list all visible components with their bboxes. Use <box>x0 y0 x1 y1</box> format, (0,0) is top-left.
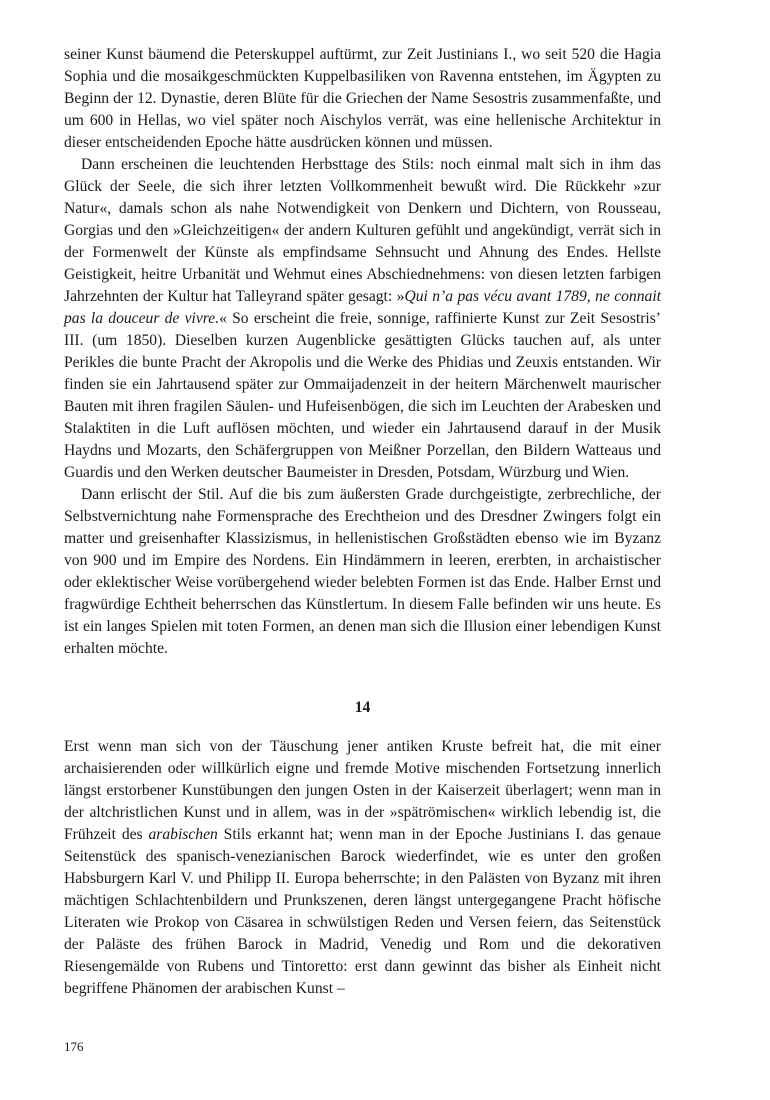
paragraph-2-text-a: Dann erscheinen die leuchtenden Herbsttage des Stils: noch einmal malt sich in ihm das Glück der Seele, die sich ihrer letzten Vollkommenheit bewußt wird. Die Rückkehr »zur Natur«, damals schon als nahe Notwendigkeit von Denkern und Dichtern, von Rousseau, Gorgias und den »Gleichzeitigen« der andern Kulturen gefühlt und angekündigt, verrät sich in der Formenwelt der Künste als empfindsame Sehnsucht und Ahnung des Endes. Hellste Geistigkeit, heitre Urbanität und Wehmut eines Abschiednehmens: von diesen letzten farbigen Jahrzehnten der Kultur hat Talleyrand später gesagt: » <box>64 156 661 305</box>
book-page <box>64 44 661 1000</box>
paragraph-1 <box>64 44 661 154</box>
section-number: 14 <box>354 699 371 716</box>
paragraph-4-text-a: Erst wenn man sich von der Täuschung jener antiken Kruste befreit hat, die mit einer archaisierenden oder willkürlich eigne und fremde Motive mischenden Fortsetzung innerlich längst erstorbener Kunstübungen den jungen Osten in der Kaiserzeit überlagert; wenn man in der altchristlichen Kunst und in allem, was in der »spätrömischen« wirklich lebendig ist, die Frühzeit des <box>64 738 661 843</box>
paragraph-4 <box>64 736 661 1000</box>
paragraph-4-text-b: Stils erkannt hat; wenn man in der Epoche Justinians I. das genaue Seitenstück des spanisch-venezianischen Barock wiederfindet, wie es unter den großen Habsburgern Karl V. und Philipp II. Europa beherrschte; in den Palästen von Byzanz mit ihren mächtigen Schlachtenbildern und Prunkszenen, deren längst untergegangene Pracht höfische Literaten wie Prokop von Cäsarea in schwülstigen Reden und Versen feiern, das Seitenstück der Paläste des frühen Barock in Madrid, Venedig und Rom und die dekorativen Riesengemälde von Rubens und Tintoretto: erst dann gewinnt das bisher als Einheit nicht begriffene Phänomen der arabischen Kunst – <box>64 826 661 997</box>
arabischen-italic: arabischen <box>148 826 218 843</box>
page-number: 176 <box>64 1039 84 1054</box>
paragraph-3 <box>64 484 661 660</box>
paragraph-2 <box>64 154 661 484</box>
talleyrand-quote: Qui n’a pas vécu avant 1789, ne connait pas la douceur de vivre. <box>64 288 661 327</box>
paragraph-2-text-b: « So erscheint die freie, sonnige, raffinierte Kunst zur Zeit Sesostris’ III. (um 1850). Dieselben kurzen Augenblicke gesättigten Glücks tauchen auf, als unter Perikles die bunte Pracht der Akropolis und die Werke des Phidias und Zeuxis entstanden. Wir finden sie ein Jahrtausend später zur Ommaijadenzeit in der heitern Märchenwelt maurischer Bauten mit ihren fragilen Säulen- und Hufeisenbögen, die sich im Leuchten der Arabesken und Stalaktiten in die Luft auflösen möchten, und wieder ein Jahrtausend darauf in der Musik Haydns und Mozarts, den Schäfergruppen von Meißner Porzellan, den Bildern Watteaus und Guardis und den Werken deutscher Baumeister in Dresden, Potsdam, Würzburg und Wien. <box>64 310 662 481</box>
paragraph-1-text: seiner Kunst bäumend die Peterskuppel auftürmt, zur Zeit Justinians I., wo seit 520 die Hagia Sophia und die mosaikgeschmückten Kuppelbasiliken von Ravenna entstehen, im Ägypten zu Beginn der 12. Dynastie, deren Blüte für die Griechen der Name Sesostris zusammenfaßte, und um 600 in Hellas, wo viel später noch Aischylos verrät, was eine hellenische Architektur in dieser entscheidenden Epoche hätte ausdrücken können und müssen. <box>64 46 661 151</box>
paragraph-3-text: Dann erlischt der Stil. Auf die bis zum äußersten Grade durchgeistigte, zerbrechliche, der Selbstvernichtung nahe Formensprache des Erechtheion und des Dresdner Zwingers folgt ein matter und greisenhafter Klassizismus, in hellenistischen Großstädten ebenso wie im Byzanz von 900 und im Empire des Nordens. Ein Hindämmern in leeren, ererbten, in archaistischer oder eklektischer Weise vorübergehend wieder belebten Formen ist das Ende. Halber Ernst und fragwürdige Echtheit beherrschen das Künstlertum. In diesem Falle befinden wir uns heute. Es ist ein langes Spielen mit toten Formen, an denen man sich die Illusion einer lebendigen Kunst erhalten möchte. <box>64 486 661 657</box>
